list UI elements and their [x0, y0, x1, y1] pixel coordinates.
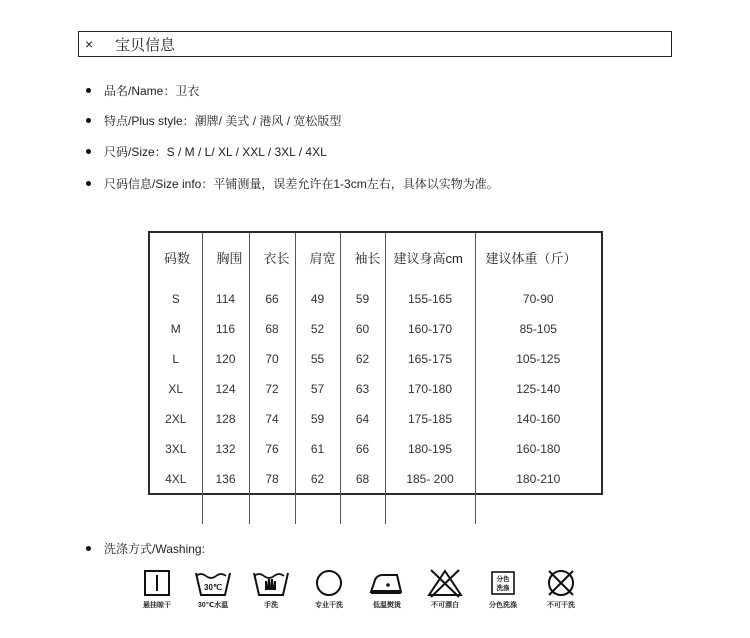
bullet-icon [86, 546, 91, 551]
separate-text-1: 分色 [496, 575, 510, 583]
no-bleach-icon [418, 568, 472, 610]
table-cell: 78 [249, 464, 295, 494]
wash-30-icon [186, 568, 240, 610]
care-label: 30℃水温 [197, 602, 229, 609]
table-cell: 132 [202, 434, 249, 464]
table-cell: 160-180 [516, 442, 561, 456]
professional-dry-clean-icon [302, 568, 356, 610]
table-cell: 128 [202, 404, 249, 434]
table-cell: 57 [295, 374, 340, 404]
bullet-icon [86, 181, 91, 186]
column-header: 建议体重（斤） [485, 250, 577, 266]
table-cell: 120 [202, 344, 249, 374]
list-item [86, 175, 499, 192]
table-cell: 66 [249, 281, 295, 314]
table-cell: 76 [249, 434, 295, 464]
table-cell: 170-180 [385, 374, 475, 404]
table-cell: 66 [340, 434, 385, 464]
table-cell: 70-90 [522, 292, 554, 306]
table-cell: 3XL [150, 434, 202, 464]
close-icon[interactable]: × [85, 36, 94, 52]
table-cell: 59 [340, 281, 385, 314]
table-cell: 49 [295, 281, 340, 314]
table-cell: 52 [295, 314, 340, 344]
table-row [150, 464, 601, 494]
table-header-row [150, 233, 601, 281]
size-chart [148, 231, 603, 495]
table-cell: 125-140 [516, 382, 561, 396]
care-label: 不可漂白 [431, 602, 459, 609]
table-cell: 136 [202, 464, 249, 494]
care-label: 悬挂晾干 [143, 602, 171, 609]
table-cell: 165-175 [385, 344, 475, 374]
separate-wash-icon [476, 568, 530, 610]
table-cell: 180-210 [516, 472, 561, 486]
info-header [78, 31, 672, 57]
table-cell: 116 [202, 314, 249, 344]
table-row [150, 281, 601, 314]
bullet-icon [86, 118, 91, 123]
table-cell: 140-160 [516, 412, 561, 426]
info-size: 尺码/Size：S / M / L/ XL / XXL / 3XL / 4XL [104, 145, 327, 159]
table-cell: 124 [202, 374, 249, 404]
table-row [150, 344, 601, 374]
care-label: 手洗 [264, 602, 278, 609]
table-cell: 114 [202, 281, 249, 314]
column-header: 建议身高cm [385, 233, 475, 281]
table-cell: 160-170 [385, 314, 475, 344]
table-cell: 70 [249, 344, 295, 374]
table-cell: 55 [295, 344, 340, 374]
low-temp-iron-icon [360, 568, 414, 610]
table-cell: 63 [340, 374, 385, 404]
column-header: 肩宽 [295, 233, 340, 281]
table-cell: 185- 200 [385, 464, 475, 494]
column-header: 码数 [150, 233, 202, 281]
table-cell: 155-165 [385, 281, 475, 314]
separate-text-2: 洗涤 [496, 584, 510, 592]
care-label: 专业干洗 [315, 602, 343, 609]
table-row [150, 404, 601, 434]
table-spacer-row [150, 494, 601, 524]
bullet-icon [86, 88, 91, 93]
table-cell: 72 [249, 374, 295, 404]
list-item [86, 112, 341, 129]
care-label: 低温熨烫 [373, 602, 401, 609]
header-title: 宝贝信息 [115, 36, 176, 54]
table-cell: 62 [295, 464, 340, 494]
care-label: 分色洗涤 [489, 602, 517, 609]
column-header: 衣长 [249, 233, 295, 281]
table-row [150, 374, 601, 404]
care-label: 不可干洗 [547, 602, 575, 609]
table-cell: 61 [295, 434, 340, 464]
list-item [86, 82, 199, 99]
table-cell: 68 [249, 314, 295, 344]
bullet-icon [86, 149, 91, 154]
table-row [150, 314, 601, 344]
washing-label: 洗涤方式/Washing: [104, 542, 205, 556]
info-name: 品名/Name：卫衣 [104, 84, 200, 98]
table-cell: 105-125 [516, 352, 561, 366]
table-cell: 64 [340, 404, 385, 434]
table-cell: 68 [340, 464, 385, 494]
table-row [150, 434, 601, 464]
list-item [86, 143, 327, 160]
info-size-info: 尺码信息/Size info：平铺测量，误差允许在1-3cm左右，具体以实物为准。 [104, 177, 499, 191]
table-cell: 4XL [150, 464, 202, 494]
table-cell: 85-105 [519, 322, 557, 336]
no-dry-clean-icon [534, 568, 588, 610]
table-cell: 60 [340, 314, 385, 344]
table-cell: 59 [295, 404, 340, 434]
table-cell: M [150, 314, 202, 344]
wash-temp-text: 30℃ [204, 583, 222, 592]
table-cell: S [150, 281, 202, 314]
table-cell: 62 [340, 344, 385, 374]
info-style: 特点/Plus style：潮牌/ 美式 / 港风 / 宽松版型 [104, 114, 342, 128]
hang-dry-icon [130, 568, 184, 610]
column-header: 袖长 [340, 233, 385, 281]
table-cell: XL [150, 374, 202, 404]
column-header: 胸围 [202, 233, 249, 281]
table-cell: 2XL [150, 404, 202, 434]
table-cell: L [150, 344, 202, 374]
care-icons [136, 568, 616, 618]
table-cell: 74 [249, 404, 295, 434]
table-cell: 180-195 [385, 434, 475, 464]
hand-wash-icon [244, 568, 298, 610]
washing-heading [86, 540, 205, 557]
table-cell: 175-185 [385, 404, 475, 434]
